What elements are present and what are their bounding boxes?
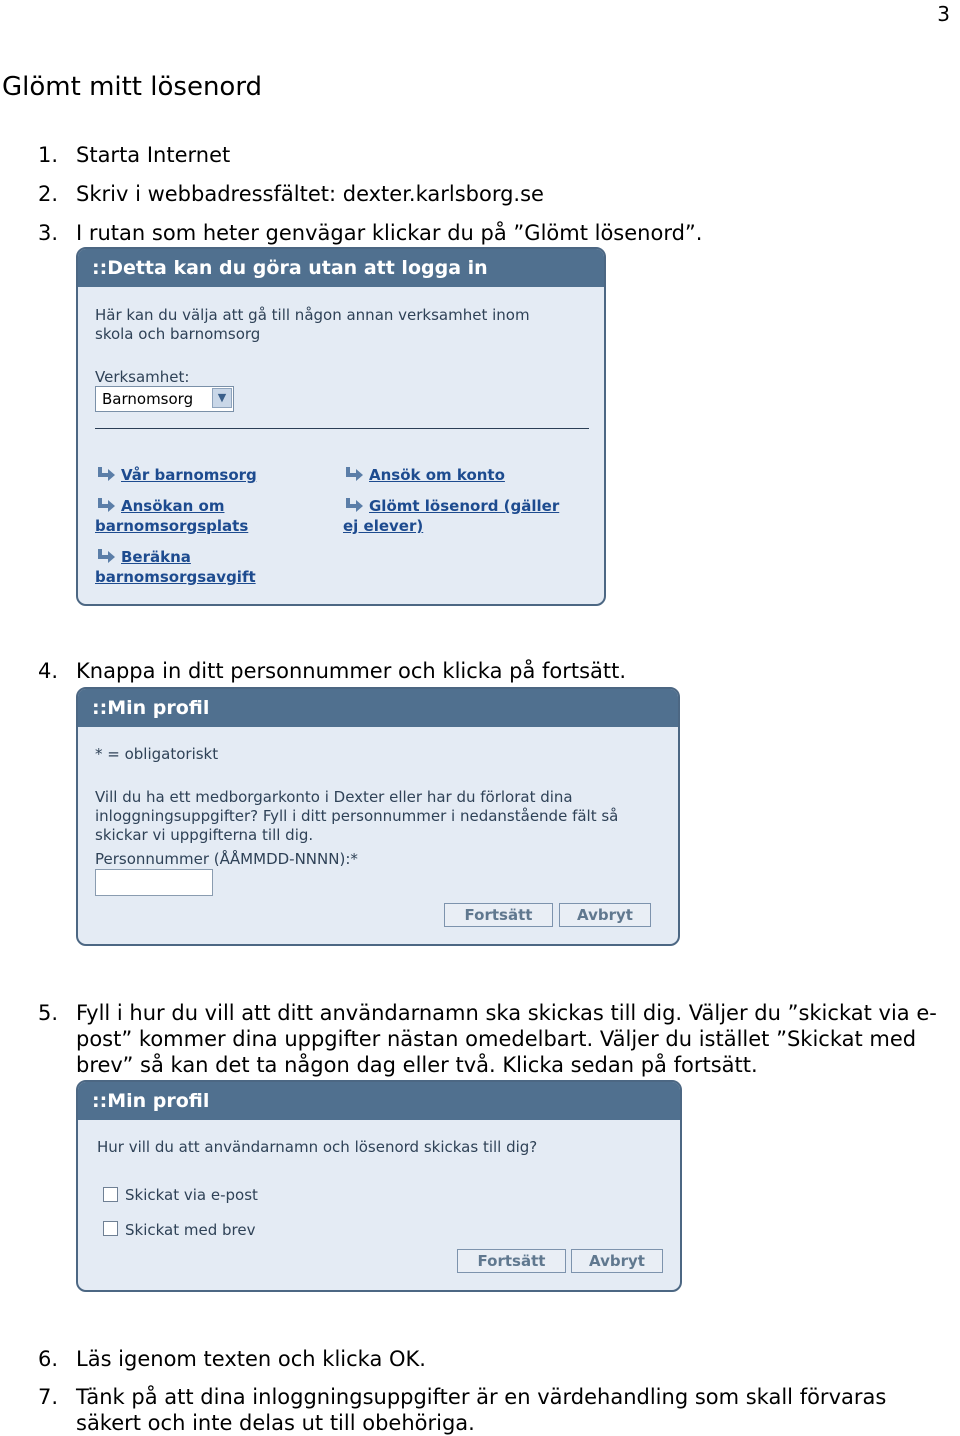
panel-header: ::Detta kan du göra utan att logga in bbox=[78, 249, 604, 287]
continue-button[interactable]: Fortsätt bbox=[457, 1249, 566, 1273]
step-text bbox=[76, 1384, 886, 1436]
letter-checkbox[interactable] bbox=[103, 1221, 118, 1236]
field-label: Verksamhet: bbox=[95, 368, 190, 386]
step-text-line: Fyll i hur du vill att ditt användarnamn ska skickas till dig. Väljer du ”skickat via e- bbox=[76, 1001, 937, 1025]
select-value: Barnomsorg bbox=[102, 390, 194, 408]
page-title: Glömt mitt lösenord bbox=[2, 72, 263, 102]
letter-option-label[interactable]: Skickat med brev bbox=[125, 1221, 256, 1239]
arrow-right-icon bbox=[95, 496, 117, 516]
step-text-line: säkert och inte delas ut till obehöriga. bbox=[76, 1411, 475, 1435]
required-note: * = obligatoriskt bbox=[95, 745, 219, 763]
email-option-label[interactable]: Skickat via e-post bbox=[125, 1186, 258, 1204]
panel-text bbox=[95, 788, 618, 845]
step-number: 2. bbox=[38, 182, 59, 206]
link-ansok-konto[interactable] bbox=[343, 465, 505, 485]
divider bbox=[95, 428, 589, 429]
step-text: Läs igenom texten och klicka OK. bbox=[76, 1347, 426, 1371]
link-berakna-avgift[interactable] bbox=[95, 547, 256, 587]
link-label[interactable]: Ansökan om bbox=[121, 497, 225, 515]
arrow-right-icon bbox=[95, 465, 117, 485]
arrow-right-icon bbox=[343, 496, 365, 516]
link-label[interactable]: barnomsorgsplats bbox=[95, 517, 249, 535]
cancel-button[interactable]: Avbryt bbox=[559, 903, 651, 927]
text-line: skickar vi uppgifterna till dig. bbox=[95, 826, 314, 844]
link-label[interactable]: barnomsorgsavgift bbox=[95, 568, 256, 586]
intro-line: Här kan du välja att gå till någon annan verksamhet inom bbox=[95, 306, 530, 324]
page-number: 3 bbox=[937, 2, 950, 26]
step-text-line: brev” så kan det ta någon dag eller två. Klicka sedan på fortsätt. bbox=[76, 1053, 758, 1077]
step-number: 1. bbox=[38, 143, 59, 167]
cancel-button[interactable]: Avbryt bbox=[571, 1249, 663, 1273]
continue-button[interactable]: Fortsätt bbox=[444, 903, 553, 927]
link-label[interactable]: Vår barnomsorg bbox=[121, 466, 257, 484]
link-var-barnomsorg[interactable] bbox=[95, 465, 257, 485]
personnummer-input[interactable] bbox=[95, 869, 213, 896]
panel-header: ::Min profil bbox=[78, 1082, 680, 1120]
link-ansokan-barnomsorgsplats[interactable] bbox=[95, 496, 248, 536]
step-text-line: Tänk på att dina inloggningsuppgifter är en värdehandling som skall förvaras bbox=[76, 1385, 887, 1409]
chevron-down-icon[interactable]: ▼ bbox=[212, 388, 232, 408]
step-text: I rutan som heter genvägar klickar du på ”Glömt lösenord”. bbox=[76, 221, 703, 245]
step-number: 6. bbox=[38, 1347, 59, 1371]
delivery-question: Hur vill du att användarnamn och lösenord skickas till dig? bbox=[97, 1138, 538, 1156]
text-line: Vill du ha ett medborgarkonto i Dexter eller har du förlorat dina bbox=[95, 788, 573, 806]
step-number: 3. bbox=[38, 221, 59, 245]
link-label[interactable]: Ansök om konto bbox=[369, 466, 505, 484]
text-line: inloggningsuppgifter? Fyll i ditt personnummer i nedanstående fält så bbox=[95, 807, 619, 825]
shortcuts-panel bbox=[76, 247, 606, 606]
step-text bbox=[76, 1000, 937, 1078]
step-text-line: post” kommer dina uppgifter nästan omedelbart. Väljer du istället ”Skickat med bbox=[76, 1027, 917, 1051]
step-number: 4. bbox=[38, 659, 59, 683]
panel-header: ::Min profil bbox=[78, 689, 678, 727]
link-label[interactable]: ej elever) bbox=[343, 517, 424, 535]
link-label[interactable]: Beräkna bbox=[121, 548, 191, 566]
email-checkbox[interactable] bbox=[103, 1187, 118, 1202]
intro-line: skola och barnomsorg bbox=[95, 325, 261, 343]
arrow-right-icon bbox=[95, 547, 117, 567]
arrow-right-icon bbox=[343, 465, 365, 485]
step-number: 5. bbox=[38, 1001, 59, 1025]
step-number: 7. bbox=[38, 1385, 59, 1409]
profile-panel-delivery bbox=[76, 1080, 682, 1292]
verksamhet-select[interactable] bbox=[95, 386, 234, 412]
panel-intro bbox=[95, 306, 530, 344]
step-text: Skriv i webbadressfältet: dexter.karlsborg.se bbox=[76, 182, 544, 206]
link-glomt-losenord[interactable] bbox=[343, 496, 559, 536]
profile-panel-personnummer bbox=[76, 687, 680, 946]
step-text: Starta Internet bbox=[76, 143, 231, 167]
step-text: Knappa in ditt personnummer och klicka på fortsätt. bbox=[76, 659, 627, 683]
field-label: Personnummer (ÅÅMMDD-NNNN):* bbox=[95, 850, 358, 868]
link-label[interactable]: Glömt lösenord (gäller bbox=[369, 497, 560, 515]
